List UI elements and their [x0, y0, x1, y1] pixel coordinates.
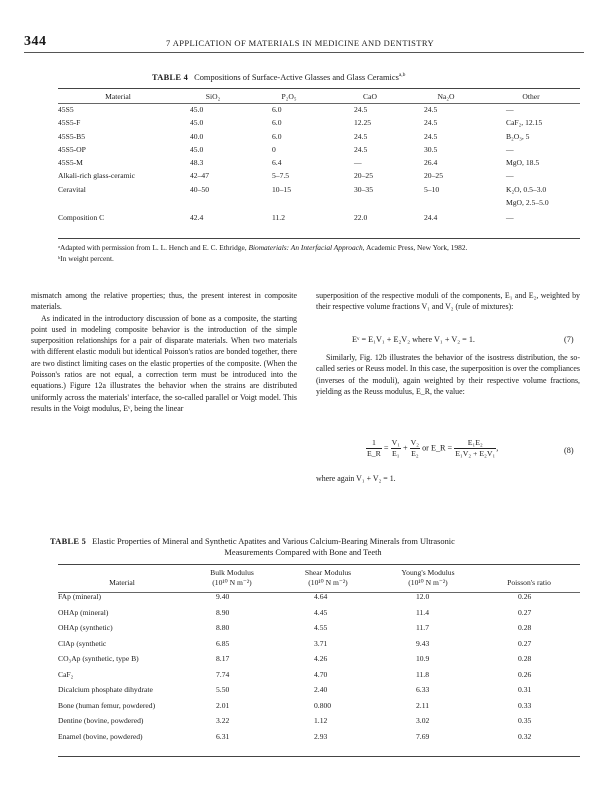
- table5-col-young-unit: (10¹⁰ N m⁻²): [408, 578, 448, 587]
- table4-cell: 11.2: [272, 213, 286, 223]
- table5-row: [58, 608, 580, 624]
- table5-cell: 4.26: [314, 654, 328, 663]
- table4-cell: —: [506, 144, 514, 154]
- table4-title: Compositions of Surface-Active Glasses and Glass Ceramics: [194, 72, 399, 82]
- table5-row: [58, 654, 580, 670]
- table4-col-na2o: Na₂O: [437, 92, 455, 101]
- table4-cell: 48.3: [190, 158, 204, 168]
- table5-cell: 0.32: [518, 731, 532, 741]
- table4-cell: 24.5: [424, 131, 438, 141]
- table4-cell-material: Composition C: [58, 213, 105, 223]
- table4-cell-material: Alkali-rich glass-ceramic: [58, 171, 135, 181]
- table5-cell-material: FAp (mineral): [58, 592, 102, 601]
- left-paragraph-1: mismatch among the relative properties; thus, the present interest in composite materials.: [31, 291, 297, 312]
- table5-cell-material: Dicalcium phosphate dihydrate: [58, 685, 153, 694]
- table5-cell: 3.22: [216, 716, 230, 725]
- table5-col-material: Material: [109, 578, 135, 587]
- table5-body: [58, 592, 580, 747]
- table5-row: [58, 685, 580, 701]
- running-title: 7 APPLICATION OF MATERIALS IN MEDICINE AND DENTISTRY: [166, 38, 435, 48]
- table4-label: TABLE 4: [152, 72, 189, 82]
- table4-cell-material: 45S5-B5: [58, 131, 86, 141]
- footnote-a-post: Academic Press, New York, 1982.: [364, 243, 468, 252]
- table5-row: [58, 716, 580, 732]
- table4-cell: K₂O, 0.5–3.0: [506, 184, 547, 194]
- table5-cell: 6.33: [416, 685, 430, 694]
- table4-row: [58, 118, 580, 131]
- header-rule: [24, 52, 584, 53]
- table4: [58, 92, 580, 231]
- right-column-text: [316, 290, 580, 313]
- table5-cell: 0.26: [518, 592, 532, 601]
- table4-cell: 22.0: [354, 213, 368, 223]
- table4-row: [58, 185, 580, 198]
- table5-cell: 0.26: [518, 669, 532, 679]
- table4-cell: 20–25: [424, 171, 443, 181]
- table4-cell: 5–7.5: [272, 171, 290, 181]
- table4-cell-material: 45S5: [58, 105, 74, 114]
- table4-row: [58, 105, 580, 118]
- table5-cell: 3.02: [416, 716, 430, 725]
- equation-8: $\frac{1}{E\_R}$ = $\frac{\text{V₁}}{\text{E₁}}$ + $\frac{\text{V₂}}{\text{E₂}}$ or E_R = $\frac{\text{E₁E₂}}{\text{E₁V₂ + E₂V₁}}$ ,: [367, 438, 499, 458]
- table4-cell: 0: [272, 144, 276, 154]
- right-paragraph-3: where again V₁ + V₂ = 1.: [316, 474, 396, 483]
- table5-cell: 1.12: [314, 716, 328, 725]
- table4-cell: 24.5: [424, 105, 438, 114]
- page-number: 344: [24, 34, 47, 49]
- table4-row: [58, 171, 580, 184]
- table5-cell-material: CO₃Ap (synthetic, type B): [58, 654, 139, 663]
- table4-cell: 45.0: [190, 105, 204, 114]
- table4-row: [58, 158, 580, 171]
- equation-7: Eᵛ = E₁V₁ + E₂V₂ where V₁ + V₂ = 1.: [352, 335, 475, 344]
- table4-col-p2o5: P₂O₅: [281, 92, 297, 101]
- table5-cell: 2.40: [314, 685, 328, 694]
- table5-cell: 5.50: [216, 685, 230, 694]
- table5-col-poisson: Poisson's ratio: [507, 578, 551, 587]
- table4-footnote-b: ᵇIn weight percent.: [58, 254, 114, 263]
- table5-cell: 0.27: [518, 638, 532, 648]
- table4-col-material: Material: [105, 92, 131, 101]
- table4-cell: 45.0: [190, 144, 204, 154]
- table5-row: [58, 732, 580, 748]
- table4-title-sup: a,b: [398, 72, 406, 78]
- left-paragraph-2: As indicated in the introductory discussion of bone as a composite, the starting point used in modeling composite behavior is the introduction of the simple superposition relationships for a pair of disparate materials. When two materials with different elastic moduli but identical Poisson's ratios are bonded together, there are two distinct limiting cases on the elastic properties of the composite. (When the Poisson's ratios are not equal, a correction term must be introduced into the equations.) Figure 12a illustrates the behavior when the strains are distributed uniformly across the materials' interface, the so-called parallel or Voigt model. This results in the Voigt modulus, Eᵛ, being the linear: [31, 313, 297, 413]
- table4-body: [58, 105, 580, 231]
- table5-cell: 8.90: [216, 607, 230, 617]
- table4-col-sio2: SiO₂: [205, 92, 221, 101]
- table5-col-young-l1: Young's Modulus: [401, 568, 455, 577]
- table5-cell: 4.55: [314, 623, 328, 632]
- eq8-lhs-fraction: $\frac{1}{E\_R}$: [367, 438, 381, 458]
- table5-cell: 4.64: [314, 592, 328, 601]
- table4-cell: 5–10: [424, 184, 440, 194]
- table4-bottom-rule: [58, 238, 580, 239]
- table5-header-row-1: [58, 568, 580, 578]
- eq8-rhs-fraction: $\frac{\text{E₁E₂}}{\text{E₁V₂ + E₂V₁}}$: [455, 438, 496, 458]
- table5-cell: 6.31: [216, 731, 230, 741]
- table4-row: [58, 145, 580, 158]
- table5-cell: 2.93: [314, 731, 328, 741]
- table5-cell: 2.01: [216, 700, 230, 710]
- table4-cell: [330, 198, 410, 213]
- table4-cell: 40–50: [190, 184, 209, 194]
- table5-cell: 4.45: [314, 607, 328, 617]
- table5-row: [58, 639, 580, 655]
- table4-cell: 24.5: [354, 144, 368, 154]
- table5-cell: 11.7: [416, 623, 430, 632]
- table4-cell: MgO, 2.5–5.0: [506, 198, 549, 208]
- table5-cell: 0.28: [518, 654, 532, 663]
- table5-cell: 9.40: [216, 592, 230, 601]
- table4-cell: 42–47: [190, 171, 209, 181]
- table4-col-cao: CaO: [363, 92, 377, 101]
- table5-cell-material: OHAp (synthetic): [58, 623, 113, 632]
- table5-cell-material: OHAp (mineral): [58, 607, 109, 617]
- table4-col-other: Other: [522, 92, 540, 101]
- table5-cell: 7.74: [216, 669, 230, 679]
- eq8-term2-fraction: $\frac{\text{V₂}}{\text{E₂}}$: [410, 438, 420, 458]
- table5-row: [58, 670, 580, 686]
- footnote-a-book-title: Biomaterials: An Interfacial Approach,: [248, 243, 365, 252]
- table5-cell: 8.80: [216, 623, 230, 632]
- table5-cell: 9.43: [416, 638, 430, 648]
- table4-cell: [178, 198, 248, 213]
- table5-cell-material: Enamel (bovine, powdered): [58, 731, 143, 741]
- table4-cell: —: [506, 213, 514, 223]
- table4-cell: 24.5: [354, 105, 368, 114]
- table5-cell-material: ClAp (synthetic: [58, 638, 107, 648]
- table5-row: [58, 592, 580, 608]
- table5-col-poisson-l1: [478, 568, 580, 578]
- table5-cell: 2.11: [416, 700, 430, 710]
- right-column-text-2: [316, 352, 580, 397]
- table5-header-row-2: [58, 578, 580, 592]
- table5-bottom-rule: [58, 756, 580, 757]
- table5-col-material-l1: [58, 568, 186, 578]
- table4-cell-material: 45S5-F: [58, 118, 81, 128]
- table4-cell: 10–15: [272, 184, 291, 194]
- table4-cell: MgO, 18.5: [506, 158, 540, 168]
- table5-row: [58, 701, 580, 717]
- table4-cell: 20–25: [354, 171, 373, 181]
- table4-cell-material: 45S5-M: [58, 158, 83, 168]
- table5-cell: 0.31: [518, 685, 532, 694]
- table5-caption: [50, 537, 580, 546]
- table4-cell: —: [354, 158, 362, 168]
- table4-cell: 6.0: [272, 105, 282, 114]
- table4-row: [58, 213, 580, 231]
- table5-label: TABLE 5: [50, 537, 87, 546]
- table5-cell: 0.28: [518, 623, 532, 632]
- table5-caption-line2: Measurements Compared with Bone and Teeth: [224, 548, 382, 557]
- table4-cell: 6.0: [272, 118, 282, 128]
- table5-cell: 0.35: [518, 716, 532, 725]
- right-paragraph-1: superposition of the respective moduli of the components, E₁ and E₂, weighted by their respective volume fractions V₁ and V₂ (rule of mixtures):: [316, 291, 580, 312]
- table4-cell: 26.4: [424, 158, 438, 168]
- table4-cell: 24.5: [424, 118, 438, 128]
- table5-cell: 11.4: [416, 607, 430, 617]
- table4-cell: [410, 198, 482, 213]
- table4-cell-material: 45S5-OP: [58, 144, 86, 154]
- eq8-term1-fraction: $\frac{\text{V₁}}{\text{E₁}}$: [391, 438, 400, 458]
- right-paragraph-2: Similarly, Fig. 12b illustrates the behavior of the isostress distribution, the so-called series or Reuss model. In this case, the superposition is over the compliances (inverses of the moduli), again weighted by their respective volume fractions, yielding as the Reuss modulus, E_R, the value:: [316, 353, 580, 396]
- table5-col-shear-unit: (10¹⁰ N m⁻²): [308, 578, 348, 587]
- table5-cell-material: Bone (human femur, powdered): [58, 700, 156, 710]
- table4-header-row: [58, 92, 580, 105]
- table5-cell-material: CaF₂: [58, 669, 74, 679]
- table5-cell: 8.17: [216, 654, 230, 663]
- table5: [58, 568, 580, 747]
- table4-cell-material: [58, 198, 178, 213]
- table4-cell: CaF₂, 12.15: [506, 118, 543, 128]
- table5-col-bulk-l1: Bulk Modulus: [210, 568, 254, 577]
- table4-footnote-a: [58, 243, 467, 252]
- table4-cell: [248, 198, 330, 213]
- equation-7-number: (7): [564, 335, 574, 344]
- table5-cell-material: Dentine (bovine, powdered): [58, 716, 144, 725]
- table4-cell: 45.0: [190, 118, 204, 128]
- table4-cell: 24.5: [354, 131, 368, 141]
- table4-row: [58, 198, 580, 213]
- right-column-text-3: [316, 473, 580, 484]
- table4-cell: 12.25: [354, 118, 372, 128]
- table5-col-shear-l1: Shear Modulus: [304, 568, 352, 577]
- table4-cell: 30.5: [424, 144, 438, 154]
- table5-cell: 11.8: [416, 669, 430, 679]
- table5-title-line1: Elastic Properties of Mineral and Synthetic Apatites and Various Calcium-Bearing Minerals from Ultrasonic: [92, 537, 455, 546]
- table5-row: [58, 623, 580, 639]
- table5-col-bulk-unit: (10¹⁰ N m⁻²): [212, 578, 252, 587]
- table4-caption: [152, 72, 405, 82]
- table4-cell-material: Ceravital: [58, 184, 86, 194]
- equation-8-number: (8): [564, 446, 574, 455]
- table4-cell: 40.0: [190, 131, 204, 141]
- footnote-a-pre: ᵃAdapted with permission from L. L. Hench and E. C. Ethridge,: [58, 243, 249, 252]
- left-column-text: [31, 290, 297, 414]
- table4-cell: 42.4: [190, 213, 204, 223]
- table4-top-rule: [58, 88, 580, 89]
- table4-cell: —: [506, 171, 514, 181]
- table5-cell: 7.69: [416, 731, 430, 741]
- table5-cell: 12.0: [416, 592, 430, 601]
- table5-cell: 4.70: [314, 669, 328, 679]
- table5-cell: 6.85: [216, 638, 230, 648]
- table4-row: [58, 132, 580, 145]
- table5-cell: 0.33: [518, 700, 532, 710]
- table4-cell: 6.4: [272, 158, 282, 168]
- table4-cell: 24.4: [424, 213, 438, 223]
- table5-cell: 3.71: [314, 638, 328, 648]
- table4-cell: —: [506, 105, 514, 114]
- eq8-or-text: or E_R =: [422, 443, 453, 453]
- table4-cell: 30–35: [354, 184, 373, 194]
- table5-cell: 0.800: [314, 700, 332, 710]
- table4-cell: 6.0: [272, 131, 282, 141]
- table5-top-rule: [58, 564, 580, 565]
- table5-cell: 10.9: [416, 654, 430, 663]
- table5-cell: 0.27: [518, 607, 532, 617]
- table4-cell: B₂O₃, 5: [506, 131, 530, 141]
